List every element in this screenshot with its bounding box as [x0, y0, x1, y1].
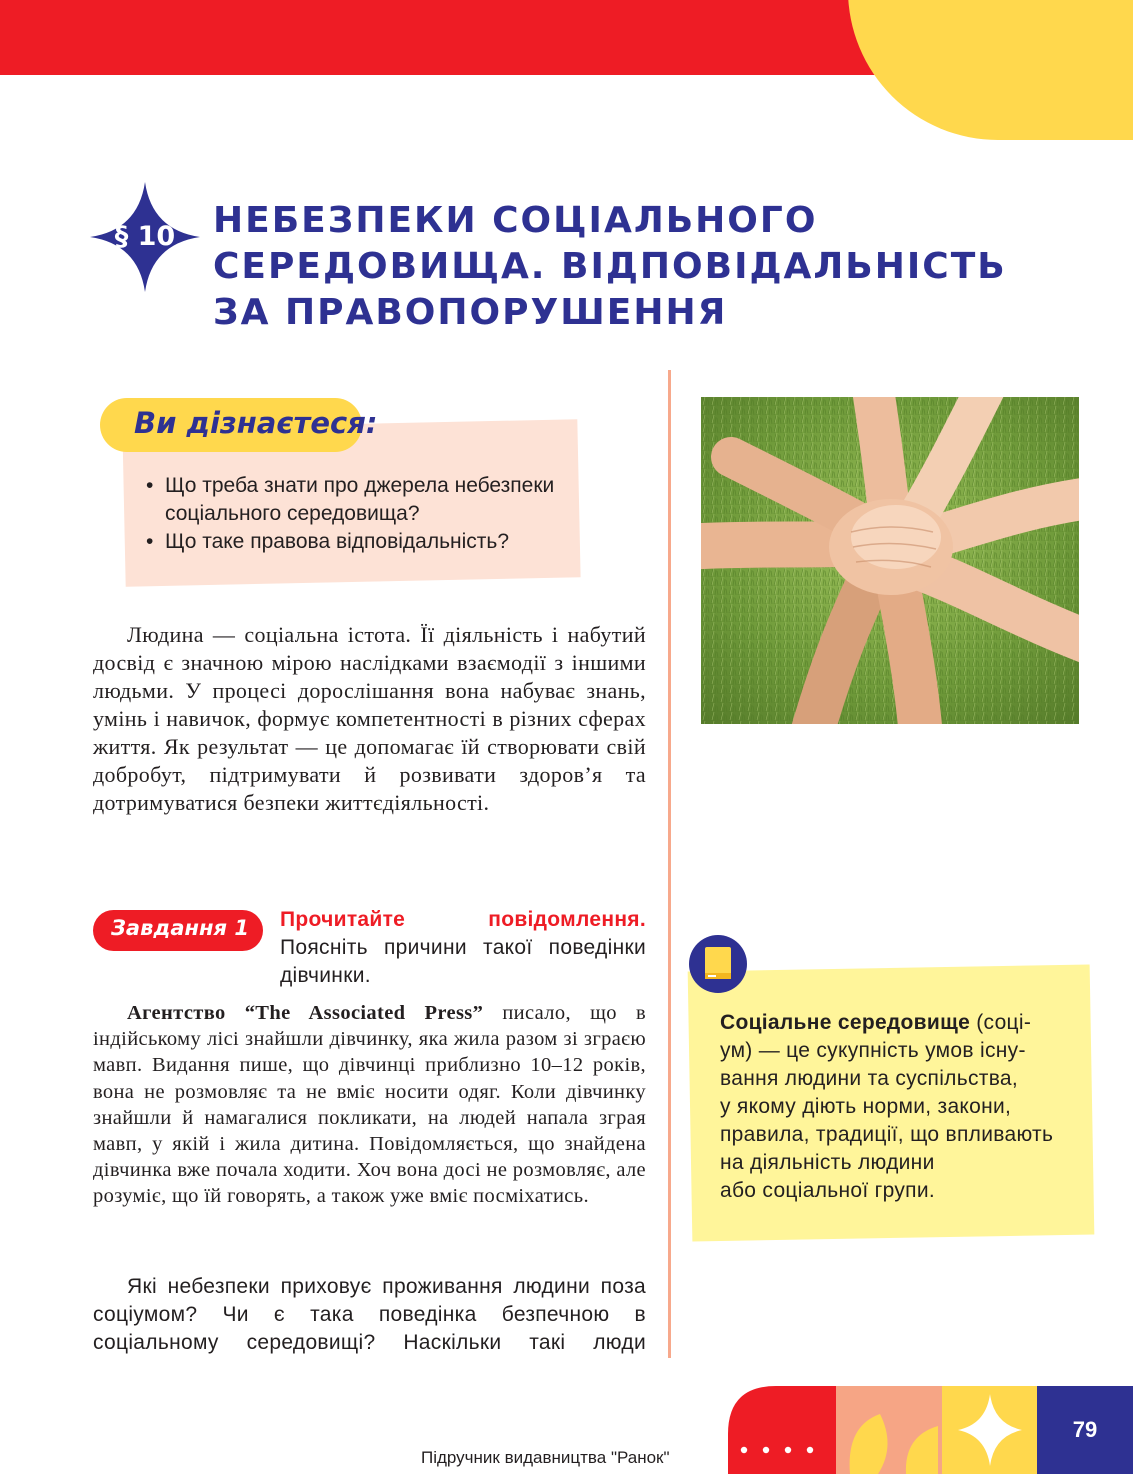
hands-photo	[701, 397, 1079, 724]
top-yellow-shape	[848, 0, 1133, 140]
page-number: 79	[1037, 1386, 1133, 1474]
definition-line: на діяльність людини	[720, 1151, 935, 1174]
paragraph-badge	[90, 182, 200, 292]
definition-line: (соці-	[970, 1011, 1032, 1034]
definition-line: ум) — це сукупність умов існу-	[720, 1039, 1026, 1062]
task-instruction	[280, 906, 646, 990]
definition-line: у якому діють норми, закони,	[720, 1095, 1012, 1118]
learn-heading-tab	[100, 398, 378, 452]
definition-line: або соціальної групи.	[720, 1179, 935, 1202]
definition-line: правила, традиції, що впливають	[720, 1123, 1054, 1146]
news-paragraph	[93, 1000, 646, 1210]
definition-term: Соціальне середовище	[720, 1011, 971, 1034]
paragraph-number: § 10	[114, 221, 176, 252]
list-item: • Що таке правова відповідальність?	[146, 528, 586, 556]
learn-list	[146, 472, 586, 556]
definition-line: вання людини та суспільства,	[720, 1067, 1019, 1090]
questions-paragraph: Які небезпеки приховує проживання людини поза соціумом? Чи є така поведінка безпечною в соціальному середовищі? Наскільки такі люди	[93, 1275, 646, 1354]
news-source: Агентство “The Associated Press”	[127, 1002, 484, 1024]
list-item: • Що треба знати про джерела небезпеки соціального середовища?	[146, 472, 586, 528]
title-line: ЗА ПРАВОПОРУШЕННЯ	[213, 292, 728, 333]
definition-marker	[689, 935, 747, 993]
publisher-label: Підручник видавництва "Ранок"	[421, 1448, 670, 1467]
task-lead: Прочитайте повідомлення.	[280, 908, 646, 931]
task-text: Поясніть причини такої поведінки дівчинки.	[280, 936, 646, 987]
title-line: СЕРЕДОВИЩА. ВІДПОВІДАЛЬНІСТЬ	[213, 246, 1007, 287]
book-icon	[702, 946, 734, 982]
column-divider	[668, 370, 671, 1358]
learn-heading: Ви дізнаєтеся:	[134, 406, 378, 440]
title-line: НЕБЕЗПЕКИ СОЦІАЛЬНОГО	[213, 200, 818, 241]
task-badge-label: Завдання 1	[111, 916, 249, 940]
definition-text	[720, 1009, 1080, 1205]
task-badge	[93, 910, 263, 951]
footer-decoration	[728, 1386, 1037, 1474]
news-text: писало, що в індійському лісі знайшли дівчинку, яка жила разом зі зграєю мавп. Видання пише, що дівчинці приблизно 10–12 років, вона не розмовляє та не вміє носити одяг. Коли дівчинку знайшли й намагалися покликати, на людей напала зграя мавп, у якій і жила дитина. Повідомляється, що знайдена дівчинка вже почала ходити. Хоч вона досі не розмовляє, але розуміє, що їй говорять, а також уже вміє посміхатись.	[93, 1002, 646, 1208]
intro-paragraph: Людина — соціальна істота. Її діяльність і набутий досвід є значною мірою наслідками взаємодії з іншими людьми. У процесі дорослішання вона набуває знань, умінь і навичок, формує компетентності в різних сферах життя. Як результат — це допомагає їй створювати свій добробут, підтримувати й розвивати здоров’я та дотримуватися безпеки життєдіяльності.	[93, 622, 646, 815]
stacked-hands-image	[701, 397, 1079, 724]
page-title	[213, 198, 1007, 336]
